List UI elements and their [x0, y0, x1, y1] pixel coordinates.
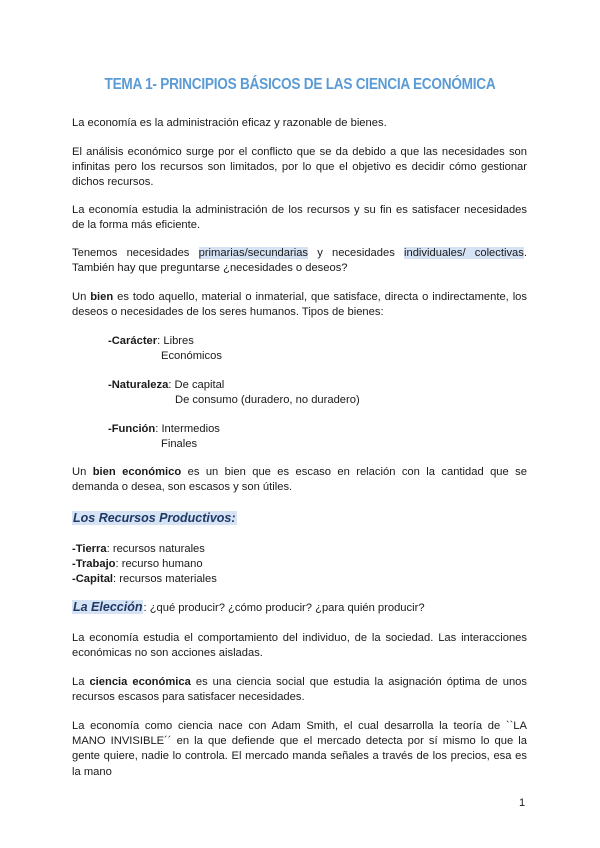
text-segment: es una ciencia social que estudia la asignación óptima de unos recursos escasos para satisfacer necesidades. — [72, 676, 527, 704]
recurso-capital — [72, 572, 217, 587]
highlight-individual-collective: individuales/ colectivas — [404, 247, 524, 259]
term-bien: bien — [90, 291, 114, 303]
paragraph-ciencia — [72, 675, 527, 705]
text-segment: es un bien que es escaso en relación con la cantidad que se demanda o desea, son escasos y son útiles. — [72, 466, 527, 494]
paragraph-needs — [72, 246, 527, 276]
paragraph-study: La economía estudia la administración de los recursos y su fin es satisfacer necesidades de la forma más eficiente. — [72, 204, 527, 232]
text-segment: La — [72, 676, 90, 688]
funcion-line — [108, 422, 220, 437]
page-title: TEMA 1- PRINCIPIOS BÁSICOS DE LAS CIENCIA ECONÓMICA — [104, 76, 496, 93]
naturaleza-value-2: De consumo (duradero, no duradero) — [175, 394, 360, 406]
text-segment: Un — [72, 291, 91, 303]
caracter-value-1: : Libres — [157, 335, 194, 347]
caracter-label: -Carácter — [108, 335, 158, 347]
paragraph-analysis: El análisis económico surge por el conflicto que se da debido a que las necesidades son infinitas pero los recursos son limitados, por lo que el objetivo es decidir cómo gestionar dichos recursos. — [72, 146, 527, 189]
caracter-value-2: Económicos — [161, 350, 222, 362]
term-bien-economico: bien económico — [92, 466, 182, 478]
funcion-label: -Función — [108, 423, 156, 435]
recurso-label: -Tierra — [72, 543, 107, 555]
section-heading-eleccion: La Elección — [73, 600, 143, 614]
text-segment: . También hay que preguntarse ¿necesidades o deseos? — [72, 247, 527, 275]
paragraph-behaviour: La economía estudia el comportamiento del individuo, de la sociedad. Las interacciones económicas no son acciones aisladas. — [72, 632, 527, 660]
text-segment: y necesidades — [308, 247, 404, 259]
paragraph-definition: La economía es la administración eficaz y razonable de bienes. — [72, 117, 387, 129]
paragraph-adam-smith: La economía como ciencia nace con Adam Smith, el cual desarrolla la teoría de ``LA MANO INVISIBLE´´ en la que defiende que el mercado detecta por sí mismo lo que la gente quiere, nadie lo controla. El mercado manda señales a través de los precios, esa es la mano — [72, 720, 527, 778]
text-segment: es todo aquello, material o inmaterial, que satisface, directa o indirectamente, los deseos o necesidades de los seres humanos. Tipos de bienes: — [72, 291, 527, 319]
recurso-text: : recursos naturales — [106, 543, 205, 555]
naturaleza-line — [108, 378, 224, 393]
caracter-line — [108, 334, 194, 349]
paragraph-bien-economico — [72, 465, 527, 495]
text-segment: Un — [72, 466, 93, 478]
recurso-trabajo — [72, 557, 203, 572]
recurso-tierra — [72, 542, 205, 557]
section-heading-recursos: Los Recursos Productivos: — [73, 511, 236, 525]
recurso-text: : recurso humano — [115, 558, 203, 570]
paragraph-bien — [72, 290, 527, 320]
recurso-label: -Trabajo — [72, 558, 116, 570]
eleccion-line — [72, 600, 425, 616]
naturaleza-value-1: : De capital — [168, 379, 225, 391]
funcion-value-1: : Intermedios — [155, 423, 220, 435]
page-number: 1 — [519, 797, 526, 809]
recurso-label: -Capital — [72, 573, 114, 585]
text-segment: Tenemos necesidades — [72, 247, 199, 259]
highlight-primary-secondary: primarias/secundarias — [198, 247, 309, 259]
recurso-text: : recursos materiales — [113, 573, 217, 585]
funcion-value-2: Finales — [161, 438, 198, 450]
eleccion-questions: : ¿qué producir? ¿cómo producir? ¿para quién producir? — [143, 602, 425, 614]
term-ciencia-economica: ciencia económica — [89, 676, 191, 688]
naturaleza-label: -Naturaleza — [108, 379, 169, 391]
